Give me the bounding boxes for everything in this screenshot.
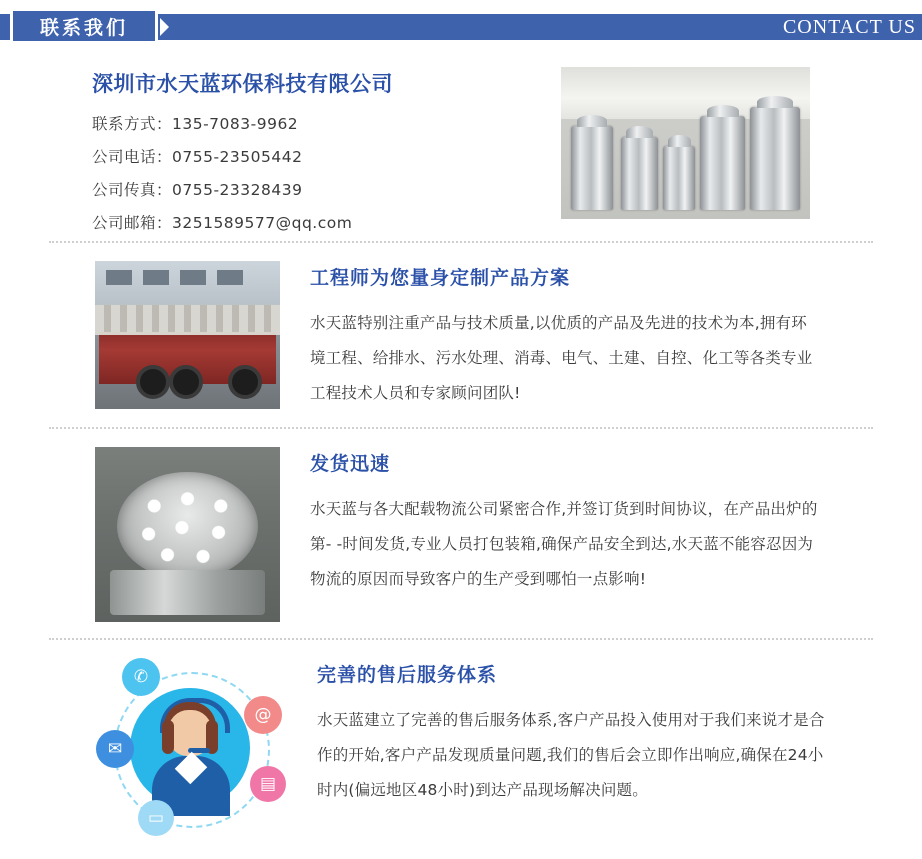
contact-photo	[561, 67, 810, 219]
feature-row	[0, 429, 922, 638]
phone-icon: ✆	[122, 658, 160, 696]
feature-row	[0, 640, 922, 859]
filter-vessels-image	[561, 67, 810, 219]
at-icon: @	[244, 696, 282, 734]
section-tab-contact[interactable]	[10, 8, 158, 44]
contact-email: 公司邮箱：3251589577@qq.com	[92, 214, 353, 232]
feature-image-vessel	[95, 447, 280, 622]
feature-title: 工程师为您量身定制产品方案	[310, 267, 571, 289]
contact-block	[0, 52, 922, 241]
contact-mobile: 联系方式：135-7083-9962	[92, 115, 299, 133]
avatar-hair-left	[162, 720, 174, 754]
chat-icon: ▭	[138, 800, 174, 836]
feature-image-service	[92, 658, 287, 843]
mail-icon: ✉	[96, 730, 134, 768]
section-title-english: CONTACT US	[782, 16, 916, 38]
feature-image-truck	[95, 261, 280, 409]
feature-text: 水天蓝建立了完善的售后服务体系,客户产品投入使用对于我们来说才是合作的开始,客户产品发现质量问题,我们的售后会立即作出响应,确保在24小时内(偏远地区48小时)到达产品现场解决问题。	[317, 711, 825, 799]
feature-row	[0, 243, 922, 427]
feature-body	[310, 261, 820, 411]
feature-text: 水天蓝与各大配载物流公司紧密合作,并签订货到时间协议，在产品出炉的第- -时间发货,专业人员打包装箱,确保产品安全到达,水天蓝不能容忍因为物流的原因而导致客户的生产受到哪怕一点影响!	[310, 500, 818, 588]
feature-title: 发货迅速	[310, 453, 391, 475]
company-name: 深圳市水天蓝环保科技有限公司	[92, 72, 393, 96]
feature-text: 水天蓝特别注重产品与技术质量,以优质的产品及先进的技术为本,拥有环境工程、给排水、污水处理、消毒、电气、土建、自控、化工等各类专业工程技术人员和专家顾问团队!	[310, 314, 813, 402]
page-header	[0, 0, 922, 52]
chevron-right-icon	[160, 18, 169, 36]
contact-telephone: 公司电话：0755-23505442	[92, 148, 303, 166]
contact-fax: 公司传真：0755-23328439	[92, 181, 303, 199]
section-tab-label: 联系我们	[39, 16, 128, 39]
feature-body	[317, 658, 827, 843]
feature-title: 完善的售后服务体系	[317, 664, 498, 686]
document-icon: ▤	[250, 766, 286, 802]
contact-details	[92, 68, 542, 244]
feature-body	[310, 447, 820, 622]
